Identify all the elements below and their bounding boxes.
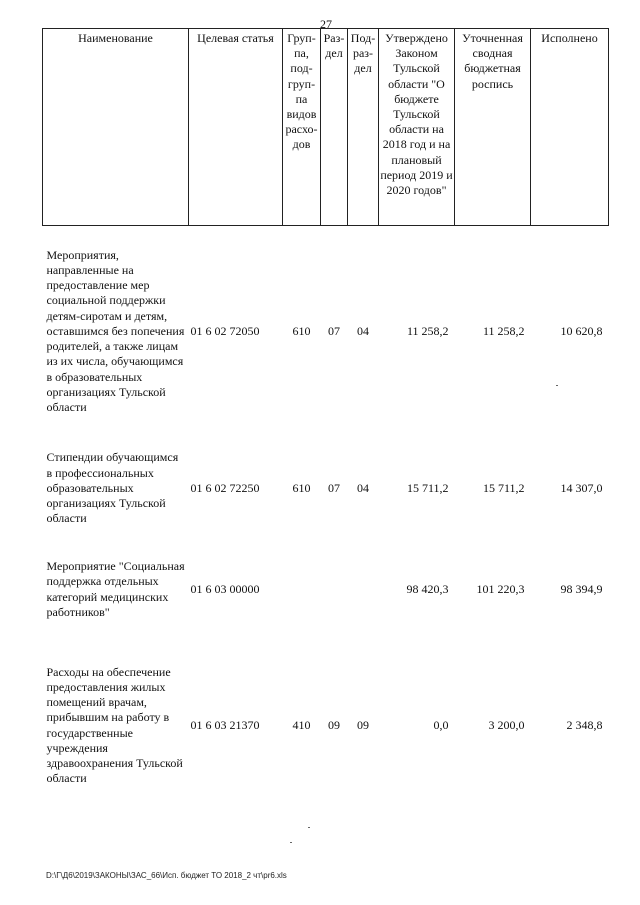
row-approved: 15 711,2 [406, 480, 449, 495]
row-name: Стипендии обучающимся в профессиональных образовательных организациях Тульской области [46, 450, 179, 526]
budget-table [42, 28, 609, 787]
row-group: 610 [292, 323, 311, 338]
row-group [283, 553, 321, 627]
row-approved: 0,0 [433, 717, 449, 732]
row-name: Мероприятия, направленные на предоставление мер социальной поддержки детям-сиротам и детям, оставшимся без попечения родителей, а также лицам из их числа, обучающимся в образовательных организациях Тульской области [46, 247, 185, 414]
row-revised: 3 200,0 [488, 717, 525, 732]
table-row [43, 445, 609, 533]
scan-speck [308, 827, 310, 828]
row-executed: 10 620,8 [560, 323, 603, 338]
row-approved: 11 258,2 [406, 323, 449, 338]
table-row [43, 239, 609, 425]
col-header-executed: Исполнено [531, 29, 609, 226]
page-number: 27 [320, 17, 332, 31]
scan-speck [290, 842, 292, 843]
row-group: 610 [292, 480, 311, 495]
row-section: 09 [328, 717, 340, 732]
row-subsection [348, 553, 379, 627]
row-name: Мероприятие "Социальная поддержка отдельных категорий медицинских работников" [46, 559, 185, 619]
row-executed: 2 348,8 [566, 717, 603, 732]
table-row [43, 665, 609, 787]
row-code: 01 6 03 00000 [190, 581, 260, 596]
col-header-approved: Утверждено Законом Тульской области "О бюджете Тульской области на 2018 год и на плановый период 2019 и 2020 годов" [379, 29, 455, 226]
row-code: 01 6 02 72050 [190, 323, 260, 338]
row-code: 01 6 02 72250 [190, 480, 260, 495]
row-revised: 101 220,3 [476, 581, 525, 596]
row-executed: 98 394,9 [560, 581, 603, 596]
row-subsection: 04 [357, 323, 369, 338]
row-name: Расходы на обеспечение предоставления жилых помещений врачам, прибывшим на работу в государственные учреждения здравоохранения Тульской области [46, 664, 183, 786]
file-path-footer: D:\Г\Д6\2019\ЗАКОНЫ\ЗАС_66\Исп. бюджет ТО 2018_2 чт\pr6.xls [46, 871, 287, 880]
row-section: 07 [328, 323, 340, 338]
col-header-expense-group: Груп-па, под-груп-па видов расхо-дов [283, 29, 321, 226]
scan-speck [556, 385, 558, 386]
col-header-revised: Уточненная сводная бюджетная роспись [455, 29, 531, 226]
row-group: 410 [292, 717, 311, 732]
col-header-target-article: Целевая статья [189, 29, 283, 226]
col-header-name: Наименование [43, 29, 189, 226]
row-executed: 14 307,0 [560, 480, 603, 495]
table-row [43, 553, 609, 627]
row-section: 07 [328, 480, 340, 495]
table-header-row [43, 29, 609, 226]
row-revised: 11 258,2 [482, 323, 525, 338]
row-code: 01 6 03 21370 [190, 717, 260, 732]
row-subsection: 09 [357, 717, 369, 732]
row-section [321, 553, 348, 627]
col-header-subsection: Под-раз-дел [348, 29, 379, 226]
row-revised: 15 711,2 [482, 480, 525, 495]
col-header-section: Раз-дел [321, 29, 348, 226]
row-approved: 98 420,3 [406, 581, 449, 596]
row-subsection: 04 [357, 480, 369, 495]
